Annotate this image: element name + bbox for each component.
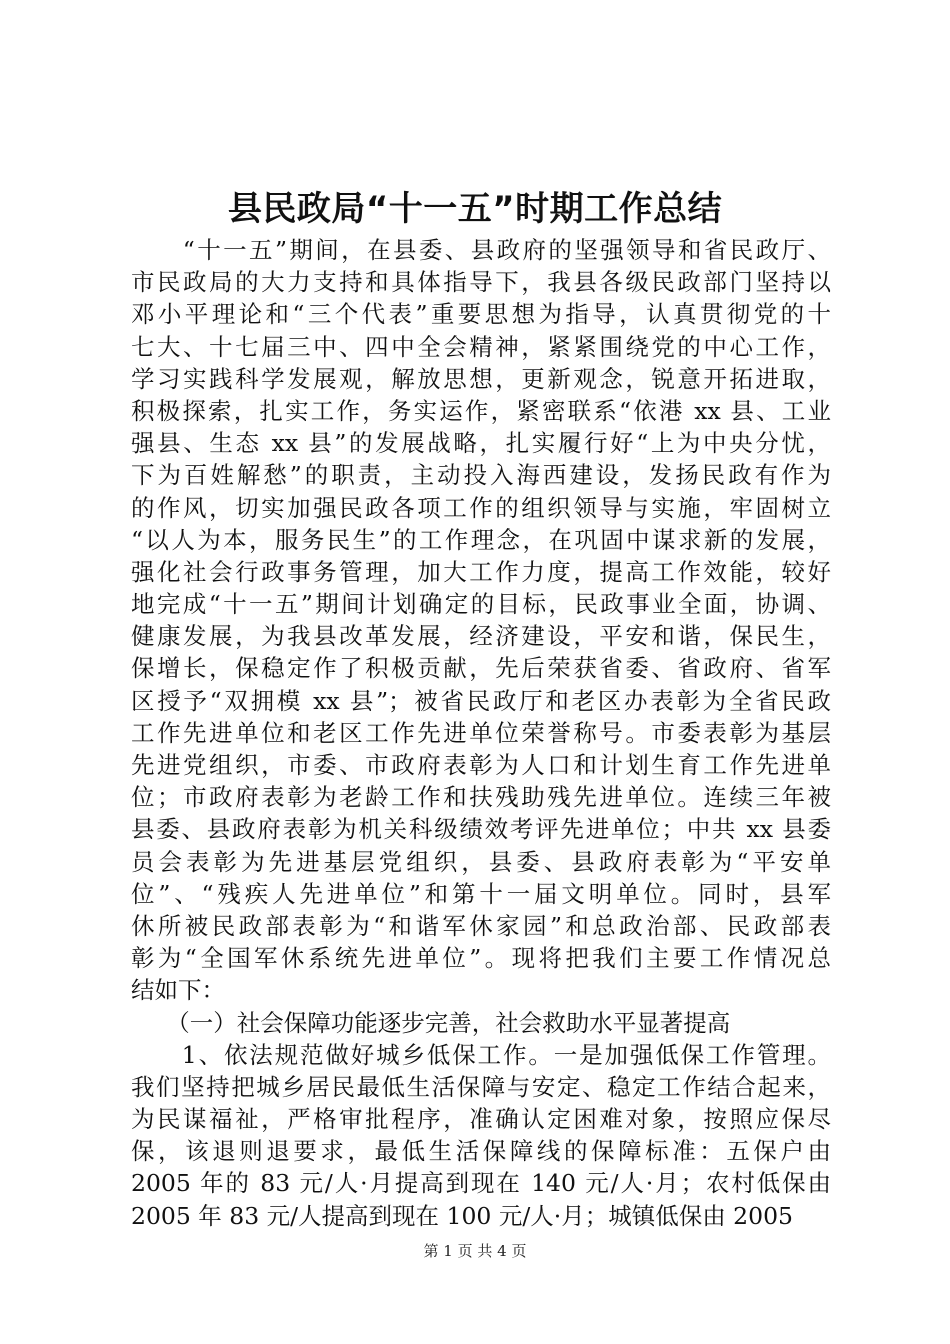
body-line: 员会表彰为先进基层党组织，县委、县政府表彰为“平安单 [131, 847, 831, 876]
body-line: 的作风，切实加强民政各项工作的组织领导与实施，牢固树立 [131, 493, 831, 522]
body-line: 强化社会行政事务管理，加大工作力度，提高工作效能，较好 [131, 557, 831, 586]
body-line: 彰为“全国军休系统先进单位”。现将把我们主要工作情况总 [131, 944, 831, 973]
body-line: 邓小平理论和“三个代表”重要思想为指导，认真贯彻党的十 [131, 300, 831, 329]
body-line: “十一五”期间，在县委、县政府的坚强领导和省民政厅、 [131, 236, 831, 264]
document-title: 县民政局“十一五”时期工作总结 [227, 189, 723, 229]
body-line: 2005 年的 83 元/人·月提高到现在 140 元/人·月；农村低保由 [131, 1169, 831, 1198]
body-line: 工作先进单位和老区工作先进单位荣誉称号。市委表彰为基层 [131, 718, 831, 747]
body-line: 县委、县政府表彰为机关科级绩效考评先进单位；中共 xx 县委 [131, 815, 831, 844]
body-line: 地完成“十一五”期间计划确定的目标，民政事业全面，协调、 [131, 590, 831, 619]
body-line: 保，该退则退要求，最低生活保障线的保障标准：五保户由 [131, 1137, 831, 1166]
body-line: 结如下： [131, 976, 225, 1005]
body-line: 保增长，保稳定作了积极贡献，先后荣获省委、省政府、省军 [131, 654, 831, 683]
body-line: 学习实践科学发展观，解放思想，更新观念，锐意开拓进取， [131, 364, 831, 393]
body-line: 市民政局的大力支持和具体指导下，我县各级民政部门坚持以 [131, 268, 831, 297]
body-line: 区授予“双拥模 xx 县”；被省民政厅和老区办表彰为全省民政 [131, 686, 831, 715]
body-line: 健康发展，为我县改革发展，经济建设，平安和谐，保民生， [131, 622, 831, 651]
body-line: 下为百姓解愁”的职责，主动投入海西建设，发扬民政有作为 [131, 461, 831, 490]
body-line: “以人为本，服务民生”的工作理念，在巩固中谋求新的发展， [131, 525, 831, 554]
body-line: 我们坚持把城乡居民最低生活保障与安定、稳定工作结合起来， [131, 1072, 831, 1101]
body-line: 休所被民政部表彰为“和谐军休家园”和总政治部、民政部表 [131, 911, 831, 940]
document-body [131, 234, 831, 1232]
body-line: 1、依法规范做好城乡低保工作。一是加强低保工作管理。 [131, 1040, 831, 1069]
body-line: （一）社会保障功能逐步完善，社会救助水平显著提高 [131, 1008, 731, 1037]
body-line: 位；市政府表彰为老龄工作和扶残助残先进单位。连续三年被 [131, 783, 831, 812]
page-footer: 第 1 页 共 4 页 [423, 1242, 527, 1260]
body-line: 七大、十七届三中、四中全会精神，紧紧围绕党的中心工作， [131, 332, 831, 361]
body-line: 2005 年 83 元/人提高到现在 100 元/人·月；城镇低保由 2005 [131, 1201, 793, 1230]
body-line: 先进党组织，市委、市政府表彰为人口和计划生育工作先进单 [131, 751, 831, 779]
body-line: 积极探索，扎实工作，务实运作，紧密联系“依港 xx 县、工业 [131, 396, 831, 425]
body-line: 位”、“残疾人先进单位”和第十一届文明单位。同时，县军 [131, 879, 831, 908]
body-line: 为民谋福祉，严格审批程序，准确认定困难对象，按照应保尽 [131, 1105, 831, 1134]
body-line: 强县、生态 xx 县”的发展战略，扎实履行好“上为中央分忧， [131, 429, 831, 458]
